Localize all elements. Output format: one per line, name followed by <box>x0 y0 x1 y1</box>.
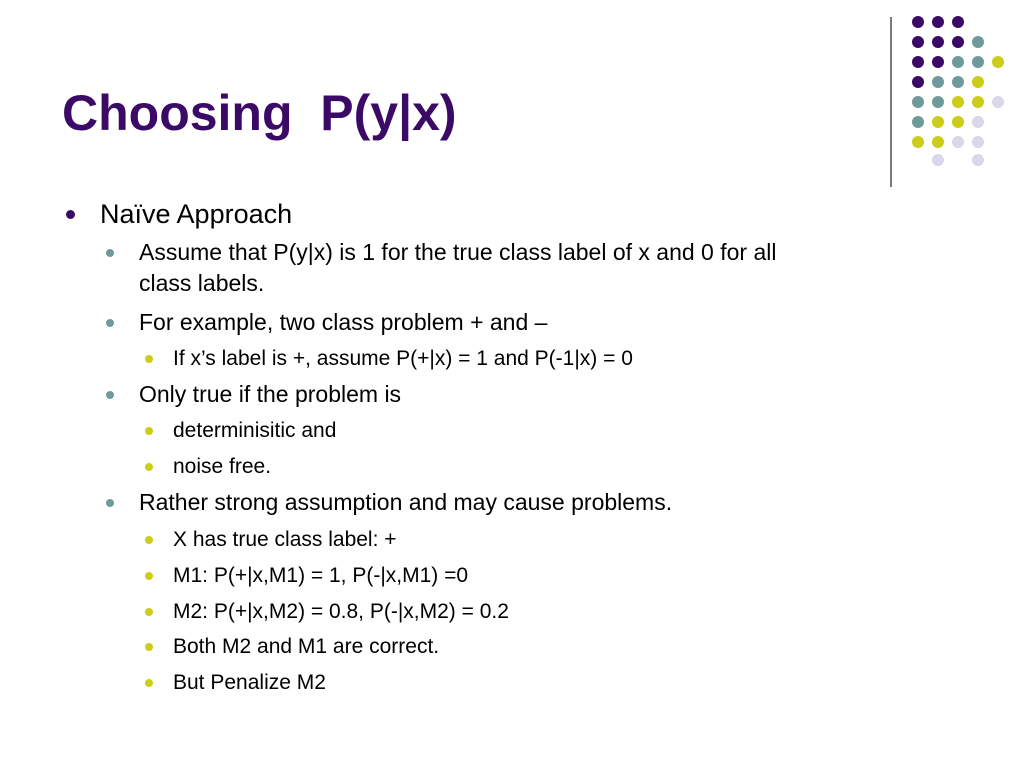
bullet-item <box>100 198 292 230</box>
bullet-item <box>173 670 326 695</box>
bullet-item <box>173 599 509 624</box>
bullet-text: But Penalize M2 <box>173 671 326 694</box>
decorative-dot <box>972 36 984 48</box>
decorative-dot <box>952 36 964 48</box>
bullet-item <box>139 239 776 267</box>
decorative-dot <box>972 56 984 68</box>
decorative-dot <box>912 136 924 148</box>
bullet-dot-icon <box>106 391 114 399</box>
decorative-dot <box>972 154 984 166</box>
bullet-text: M1: P(+|x,M1) = 1, P(-|x,M1) =0 <box>173 564 469 587</box>
bullet-item <box>139 489 672 517</box>
decorative-dot <box>952 116 964 128</box>
bullet-dot-icon <box>145 643 153 651</box>
decorative-dot <box>932 136 944 148</box>
bullet-item <box>173 454 271 479</box>
decorative-dot <box>972 116 984 128</box>
bullet-item <box>139 381 401 409</box>
decorative-dot <box>912 16 924 28</box>
decorative-dot <box>932 56 944 68</box>
decorative-dot <box>952 56 964 68</box>
bullet-text: M2: P(+|x,M2) = 0.8, P(-|x,M2) = 0.2 <box>173 600 509 623</box>
bullet-text: class labels. <box>139 270 265 296</box>
bullet-item <box>139 309 547 337</box>
bullet-dot-icon <box>66 210 75 219</box>
bullet-text: X has true class label: + <box>173 528 397 551</box>
bullet-item <box>173 527 397 552</box>
decorative-dot <box>952 96 964 108</box>
decorative-dot <box>912 116 924 128</box>
decorative-dot <box>972 96 984 108</box>
decorative-dot <box>992 56 1004 68</box>
bullet-continuation <box>139 270 264 298</box>
bullet-dot-icon <box>106 249 114 257</box>
decorative-dot <box>932 36 944 48</box>
decorative-dot-grid <box>0 0 1024 200</box>
decorative-dot <box>952 76 964 88</box>
bullet-item <box>173 346 633 371</box>
decorative-dot <box>972 136 984 148</box>
bullet-dot-icon <box>145 427 153 435</box>
decorative-dot <box>932 154 944 166</box>
bullet-dot-icon <box>145 608 153 616</box>
decorative-dot <box>992 96 1004 108</box>
bullet-item <box>173 563 468 588</box>
decorative-dot <box>932 76 944 88</box>
decorative-dot <box>932 96 944 108</box>
bullet-text: For example, two class problem + and – <box>139 309 548 335</box>
bullet-dot-icon <box>145 463 153 471</box>
bullet-dot-icon <box>145 355 153 363</box>
bullet-text: Rather strong assumption and may cause problems. <box>139 489 673 515</box>
bullet-text: Assume that P(y|x) is 1 for the true class label of x and 0 for all <box>139 239 777 265</box>
bullet-text: If x’s label is +, assume P(+|x) = 1 and P(-1|x) = 0 <box>173 347 633 370</box>
bullet-text: Both M2 and M1 are correct. <box>173 635 440 658</box>
bullet-dot-icon <box>145 572 153 580</box>
bullet-dot-icon <box>106 499 114 507</box>
bullet-text: noise free. <box>173 455 272 478</box>
decorative-dot <box>912 36 924 48</box>
bullet-item <box>173 418 336 443</box>
decorative-dot <box>932 16 944 28</box>
bullet-dot-icon <box>145 536 153 544</box>
slide-title: Choosing P(y|x) <box>62 85 457 141</box>
bullet-text: Only true if the problem is <box>139 381 402 407</box>
decorative-dot <box>912 96 924 108</box>
decorative-dot <box>912 56 924 68</box>
decorative-dot <box>952 136 964 148</box>
decorative-dot <box>972 76 984 88</box>
bullet-dot-icon <box>106 319 114 327</box>
decorative-dot <box>912 76 924 88</box>
bullet-text: Naïve Approach <box>100 199 293 229</box>
bullet-dot-icon <box>145 679 153 687</box>
decorative-dot <box>952 16 964 28</box>
bullet-text: determinisitic and <box>173 419 337 442</box>
bullet-item <box>173 634 439 659</box>
decorative-dot <box>932 116 944 128</box>
